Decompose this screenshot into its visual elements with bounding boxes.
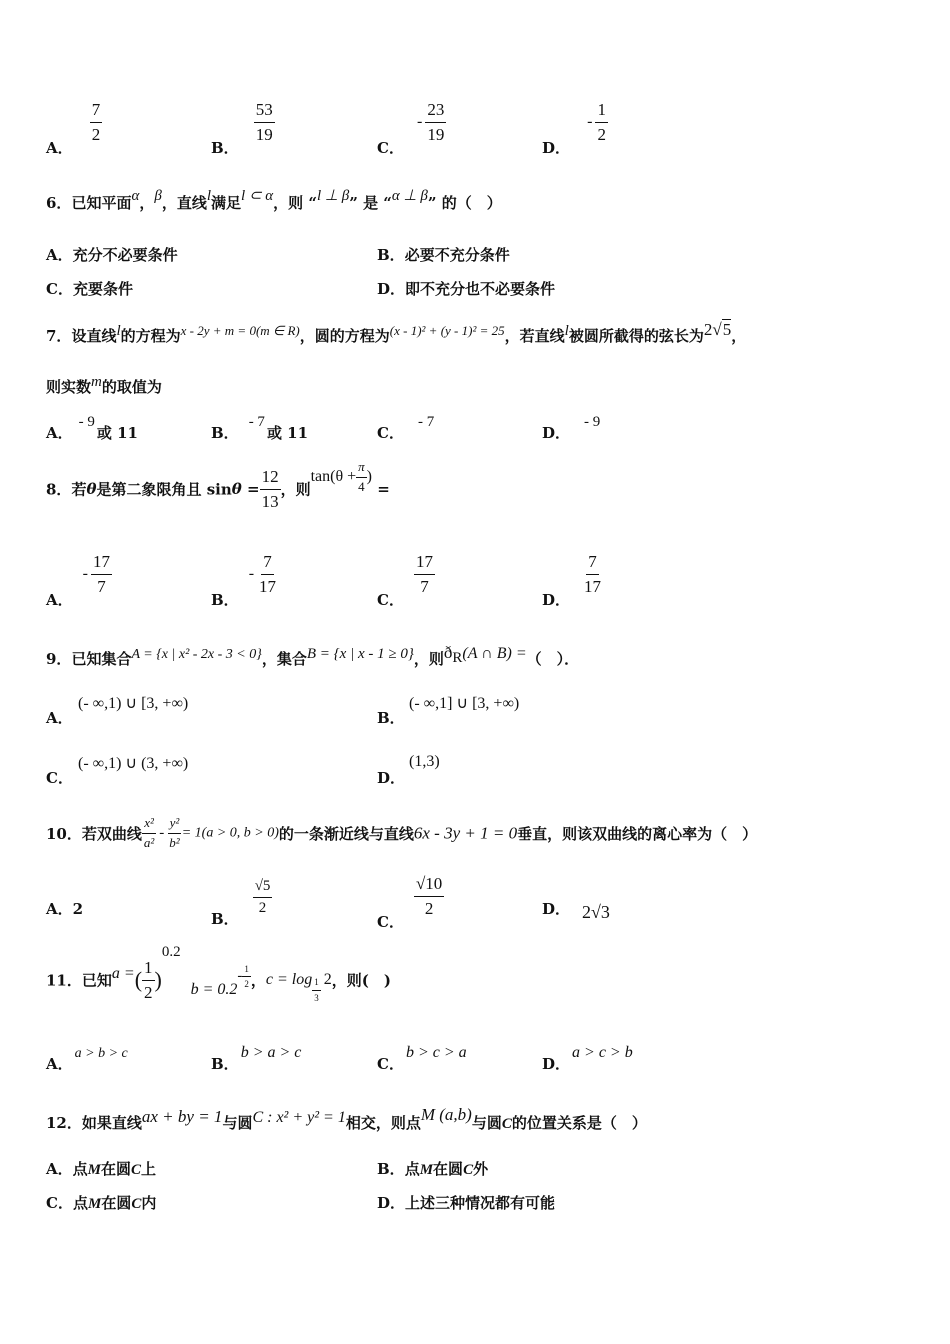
q8-stem: 8．若θ是第二象限角且 sinθ = $\frac{12}{13}$ ，则tan(θ + $\frac{\pi}{4}$ ) = bbox=[46, 458, 390, 511]
q12-option-a: A．点M在圆C上 bbox=[46, 1160, 157, 1178]
q11-option-c: C．b > c > a bbox=[377, 1044, 467, 1073]
fraction: $\frac{17}{7}$ bbox=[92, 552, 110, 596]
q9-option-a: A． (- ∞,1) ∪ [3, +∞) bbox=[46, 695, 189, 727]
q7-option-d: D．- 9 bbox=[542, 414, 601, 442]
option-label: B． bbox=[211, 138, 239, 157]
q10-option-c: C． $\frac{√10}{2}$ bbox=[377, 874, 443, 931]
fraction: $\frac{√10}{2}$ bbox=[415, 874, 443, 918]
fraction: $\frac{53}{19}$ bbox=[255, 100, 273, 144]
q5-option-d: D． - $\frac{1}{2}$ bbox=[542, 100, 606, 157]
q7-option-b: B．- 7或 11 bbox=[211, 414, 309, 442]
option-label: C． bbox=[377, 138, 404, 157]
q12-option-c: C．点M在圆C内 bbox=[46, 1194, 157, 1212]
fraction: $\frac{12}{13}$ bbox=[261, 467, 279, 511]
q5-option-b bbox=[211, 100, 275, 157]
fraction: $\frac{7}{17}$ bbox=[259, 552, 277, 596]
fraction: $\frac{1}{2}$ bbox=[244, 963, 249, 990]
q6-option-b: B．必要不充分条件 bbox=[377, 246, 510, 264]
option-label: D． bbox=[542, 138, 571, 157]
q6-option-d: D．即不充分也不必要条件 bbox=[377, 280, 556, 298]
q7-stem-line2: 则实数m的取值为 bbox=[46, 374, 162, 396]
q8-option-c: C． $\frac{17}{7}$ bbox=[377, 552, 433, 609]
q10-option-d: D． 2√3 bbox=[542, 900, 610, 922]
q9-stem: 9．已知集合A = {x | x² - 2x - 3 < 0}，集合B = {x | x - 1 ≥ 0}，则$ð_R(A$ ∩ B) =（ ）． bbox=[46, 643, 580, 668]
fraction: $\frac{1}{2}$ bbox=[597, 100, 606, 144]
q9-option-b: B． (- ∞,1] ∪ [3, +∞) bbox=[377, 695, 520, 727]
fraction: $\frac{1}{3}$ bbox=[314, 977, 319, 1003]
q5-option-a bbox=[46, 100, 102, 157]
q6-stem: 6．已知平面α，β，直线l满足l ⊂ α，则 “l ⊥ β” 是 “α ⊥ β” 的（ ） bbox=[46, 188, 502, 212]
fraction: $\frac{\text{x²}}{\text{a²}}$ bbox=[143, 815, 155, 850]
q9-option-c: C． (- ∞,1) ∪ (3, +∞) bbox=[46, 755, 189, 787]
fraction: $\frac{\text{y²}}{\text{b²}}$ bbox=[169, 815, 180, 850]
fraction: $\frac{\pi}{4}$ bbox=[358, 458, 365, 494]
q12-stem: 12．如果直线ax + by = 1与圆C : x² + y² = 1相交，则点M (a,b)与圆C的位置关系是（ ） bbox=[46, 1105, 647, 1132]
fraction: $\frac{17}{7}$ bbox=[415, 552, 433, 596]
q11-option-a: A．a > b > c bbox=[46, 1046, 128, 1073]
q9-option-d: D． (1,3) bbox=[377, 753, 440, 787]
q12-option-b: B．点M在圆C外 bbox=[377, 1160, 489, 1178]
q6-option-c: C．充要条件 bbox=[46, 280, 133, 298]
q8-option-a: A．- $\frac{17}{7}$ bbox=[46, 552, 110, 609]
q10-stem: 10．若双曲线 $\frac{\text{x²}}{\text{a²}}$ - $\frac{\text{y²}}{\text{b²}}$ = 1(a > 0, b > 0)的一条渐近线与直线6x - 3y + 1 = 0垂直，则该双曲线的离心率为（ ） bbox=[46, 815, 758, 850]
q7-stem: 7．设直线l的方程为x - 2y + m = 0(m ∈ R)，圆的方程为(x - 1)² + (y - 1)² = 25，若直线l被圆所截得的弦长为2√5， bbox=[46, 320, 747, 345]
q7-option-a: A．- 9或 11 bbox=[46, 414, 138, 442]
q5-option-c: C． - $\frac{23}{19}$ bbox=[377, 100, 445, 157]
option-label: A． bbox=[46, 138, 73, 157]
q8-option-b: B．- $\frac{7}{17}$ bbox=[211, 552, 277, 609]
q11-option-b: B．b > a > c bbox=[211, 1044, 302, 1073]
q12-option-d: D．上述三种情况都有可能 bbox=[377, 1194, 556, 1212]
chord-length: 2√5 bbox=[703, 320, 732, 339]
fraction: $\frac{23}{19}$ bbox=[427, 100, 445, 144]
fraction: $\frac{7}{2}$ bbox=[91, 100, 101, 144]
q8-option-d: D． $\frac{7}{17}$ bbox=[542, 552, 602, 609]
q10-option-a: A．2 bbox=[46, 900, 84, 918]
q11-stem: 11．已知a =( $\frac{1}{2}$ )$^{0.2}b = 0.2^{- \frac{1}{2}}$ ，c = log $\frac{1}{3}$ 2，则( ) bbox=[46, 944, 391, 1003]
fraction: $\frac{1}{2}$ bbox=[144, 958, 153, 1002]
q6-option-a: A．充分不必要条件 bbox=[46, 246, 178, 264]
fraction: $\frac{7}{17}$ bbox=[584, 552, 602, 596]
q11-option-d: D．a > c > b bbox=[542, 1044, 633, 1073]
q10-option-b: B． $\frac{√5}{2}$ bbox=[211, 878, 271, 929]
q7-option-c: C．- 7 bbox=[377, 414, 435, 442]
fraction: $\frac{√5}{2}$ bbox=[254, 878, 271, 917]
